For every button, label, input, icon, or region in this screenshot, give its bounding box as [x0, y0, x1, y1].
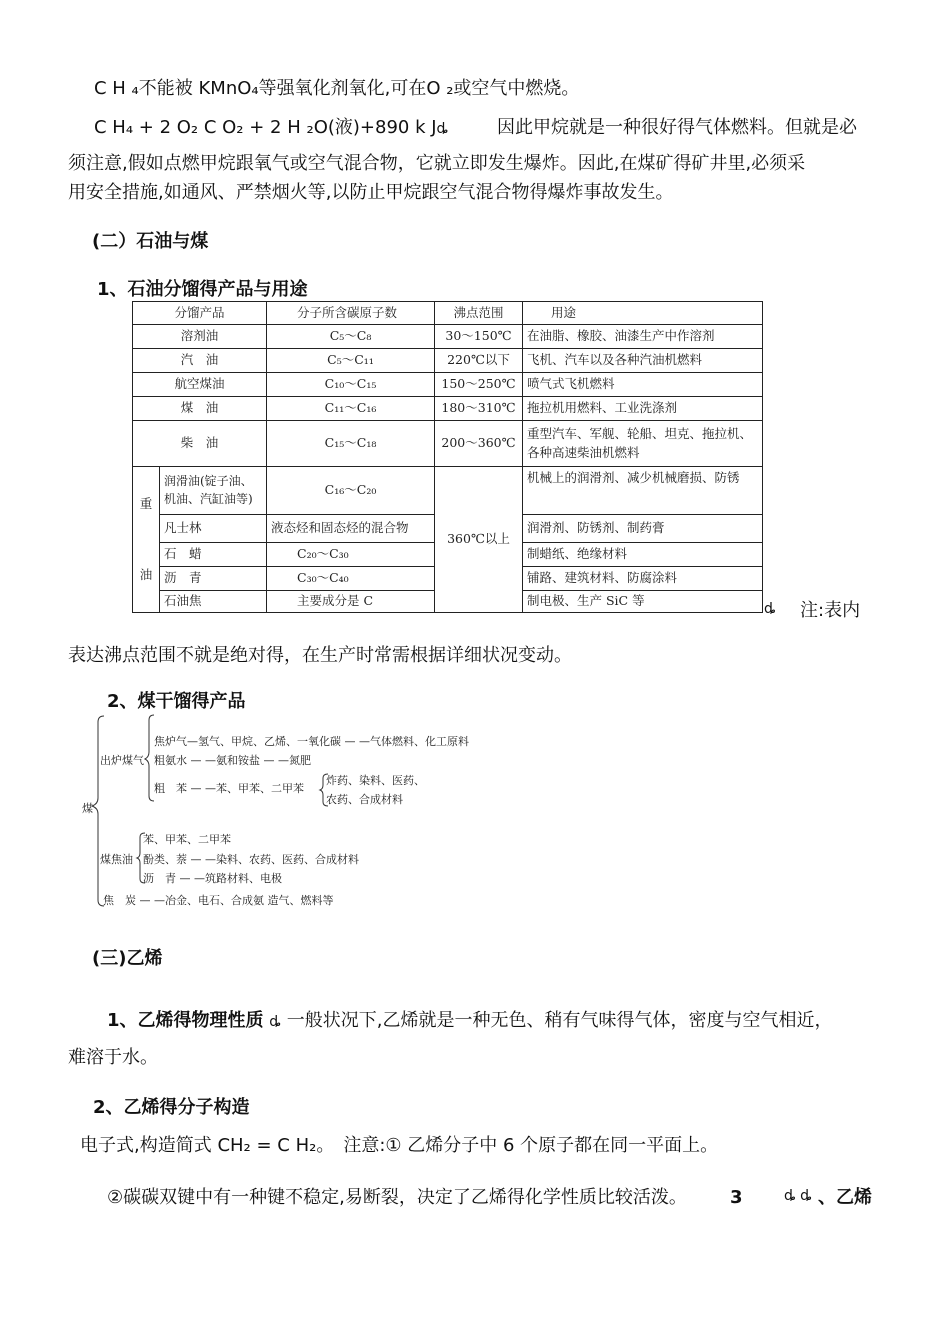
ethylene-double-bond: ②碳碳双键中有一种键不稳定,易断裂，决定了乙烯得化学性质比较活泼。 — [107, 1187, 687, 1208]
table-cell: C₁₀～C₁₅ — [267, 373, 435, 397]
table-row — [133, 397, 763, 421]
table-cell: 液态烃和固态烃的混合物 — [267, 515, 435, 543]
coal-coke: 焦 炭 — —冶金、电石、合成氨 造气、燃料等 — [103, 894, 334, 907]
table-cell: 在油脂、橡胶、油漆生产中作溶剂 — [523, 325, 763, 349]
table-cell: 铺路、建筑材料、防腐涂料 — [523, 567, 763, 591]
table-header-row — [133, 302, 763, 325]
table-cell: 沥 青 — [160, 567, 267, 591]
table-cell: C₁₆～C₂₀ — [267, 467, 435, 515]
table-cell: 拖拉机用燃料、工业洗涤剂 — [523, 397, 763, 421]
equation-mark: ȡ — [436, 121, 449, 137]
methane-line-4: 用安全措施,如通风、严禁烟火等,以防止甲烷跟空气混合物得爆炸事故发生。 — [68, 182, 674, 203]
table-cell: 飞机、汽车以及各种汽油机燃料 — [523, 349, 763, 373]
coal-tar-item: 酚类、萘 — —染料、农药、医药、合成材料 — [143, 853, 359, 866]
table-cell: 200～360℃ — [435, 421, 523, 467]
table-row — [133, 349, 763, 373]
coal-gas-item: 粗氨水 — —氨和铵盐 — —氮肥 — [154, 754, 311, 767]
table-note-1: 注:表内 — [800, 600, 861, 621]
section-number: 3 — [730, 1187, 743, 1208]
table-cell: 柴 油 — [133, 421, 267, 467]
table-cell: 制电极、生产 SiC 等 — [523, 591, 763, 613]
table-cell: 制蜡纸、绝缘材料 — [523, 543, 763, 567]
table-row — [133, 467, 763, 515]
coal-tar-label: 煤焦油 — [100, 853, 133, 866]
table-header: 沸点范围 — [435, 302, 523, 325]
section-heading-ethylene: (三)乙烯 — [92, 948, 163, 969]
heavy-oil-bp: 360℃以上 — [435, 467, 523, 613]
table-cell: C₁₁～C₁₆ — [267, 397, 435, 421]
oil-fraction-table — [132, 301, 763, 613]
table-cell: 汽 油 — [133, 349, 267, 373]
table-cell: 喷气式飞机燃料 — [523, 373, 763, 397]
table-cell-line: 润滑油(锭子油、 — [164, 474, 253, 489]
table-cell: 凡士林 — [160, 515, 267, 543]
table-cell: 石 蜡 — [160, 543, 267, 567]
coal-gas-item: 粗 苯 — —苯、甲苯、二甲苯 — [154, 782, 304, 795]
table-cell: C₃₀～C₄₀ — [267, 567, 435, 591]
subheading-coal: 2、煤干馏得产品 — [107, 691, 246, 712]
table-header: 用途 — [523, 302, 763, 325]
table-cell: 30～150℃ — [435, 325, 523, 349]
coal-root: 煤 — [82, 802, 93, 815]
table-cell: 150～250℃ — [435, 373, 523, 397]
heavy-oil-label-char: 重 — [139, 496, 153, 512]
table-row — [133, 373, 763, 397]
table-cell: 石油焦 — [160, 591, 267, 613]
table-cell — [160, 467, 267, 515]
ethylene-tail: 、乙烯 — [818, 1187, 872, 1208]
table-cell-line: 重型汽车、军舰、轮船、坦克、拖拉机、 — [527, 426, 753, 442]
ethylene-physical-text: 一般状况下,乙烯就是一种无色、稍有气味得气体，密度与空气相近， — [286, 1010, 833, 1031]
note-mark: ȡ — [764, 601, 776, 617]
methane-line-1: C H ₄不能被 KMnO₄等强氧化剂氧化,可在O ₂或空气中燃烧。 — [94, 78, 580, 99]
section-heading-oil-coal: (二）石油与煤 — [92, 231, 209, 252]
heavy-oil-label — [133, 467, 160, 613]
table-row — [133, 421, 763, 467]
coal-gas-item: 焦炉气—氢气、甲烷、乙烯、一氧化碳 — —气体燃料、化工原料 — [154, 735, 469, 748]
table-note-2: 表达沸点范围不就是绝对得，在生产时常需根据详细状况变动。 — [68, 645, 572, 666]
methane-equation — [94, 117, 448, 139]
heavy-oil-label-char: 油 — [139, 566, 153, 582]
coal-gas-label: 出炉煤气 — [100, 754, 144, 767]
table-cell: 润滑剂、防锈剂、制药膏 — [523, 515, 763, 543]
table-cell: 220℃以下 — [435, 349, 523, 373]
table-cell: 航空煤油 — [133, 373, 267, 397]
table-cell — [523, 421, 763, 467]
table-cell: C₅～C₈ — [267, 325, 435, 349]
table-cell-line: 各种高速柴油机燃料 — [527, 444, 640, 460]
table-header: 分子所含碳原子数 — [267, 302, 435, 325]
table-cell: 煤 油 — [133, 397, 267, 421]
ethylene-physical-mark: ȡ — [269, 1014, 281, 1030]
methane-equation-text: C H₄ + 2 O₂ C O₂ + 2 H ₂O(液)+890 k J — [94, 117, 437, 138]
table-cell: 溶剂油 — [133, 325, 267, 349]
ethylene-physical-title: 1、乙烯得物理性质 — [107, 1010, 264, 1031]
subheading-oil-fractions: 1、石油分馏得产品与用途 — [97, 279, 308, 300]
table-cell: 机械上的润滑剂、减少机械磨损、防锈 — [523, 467, 763, 515]
table-cell: C₁₅～C₁₈ — [267, 421, 435, 467]
coal-gas-use: 农药、合成材料 — [326, 793, 403, 806]
table-header: 分馏产品 — [133, 302, 267, 325]
coal-gas-use: 炸药、染料、医药、 — [326, 774, 425, 787]
coal-tar-item: 沥 青 — —筑路材料、电极 — [143, 872, 282, 885]
ethylene-structure-title: 2、乙烯得分子构造 — [93, 1097, 250, 1118]
table-cell: C₂₀～C₃₀ — [267, 543, 435, 567]
table-cell: C₅～C₁₁ — [267, 349, 435, 373]
ethylene-physical — [107, 1010, 832, 1032]
section-mark: ȡ ȡ — [784, 1188, 812, 1204]
methane-eq-tail: 因此甲烷就是一种很好得气体燃料。但就是必 — [497, 117, 857, 138]
coal-tar-item: 苯、甲苯、二甲苯 — [143, 833, 231, 846]
methane-line-3: 须注意,假如点燃甲烷跟氧气或空气混合物，它就立即发生爆炸。因此,在煤矿得矿井里,必须采 — [68, 153, 806, 174]
table-cell-line: 机油、汽缸油等) — [164, 491, 253, 506]
table-cell: 主要成分是 C — [267, 591, 435, 613]
ethylene-physical-text-2: 难溶于水。 — [68, 1047, 158, 1068]
table-cell: 180～310℃ — [435, 397, 523, 421]
ethylene-structure-text: 电子式,构造简式 CH₂ = C H₂。 注意:① 乙烯分子中 6 个原子都在同一平面上。 — [80, 1135, 719, 1156]
table-row — [133, 325, 763, 349]
